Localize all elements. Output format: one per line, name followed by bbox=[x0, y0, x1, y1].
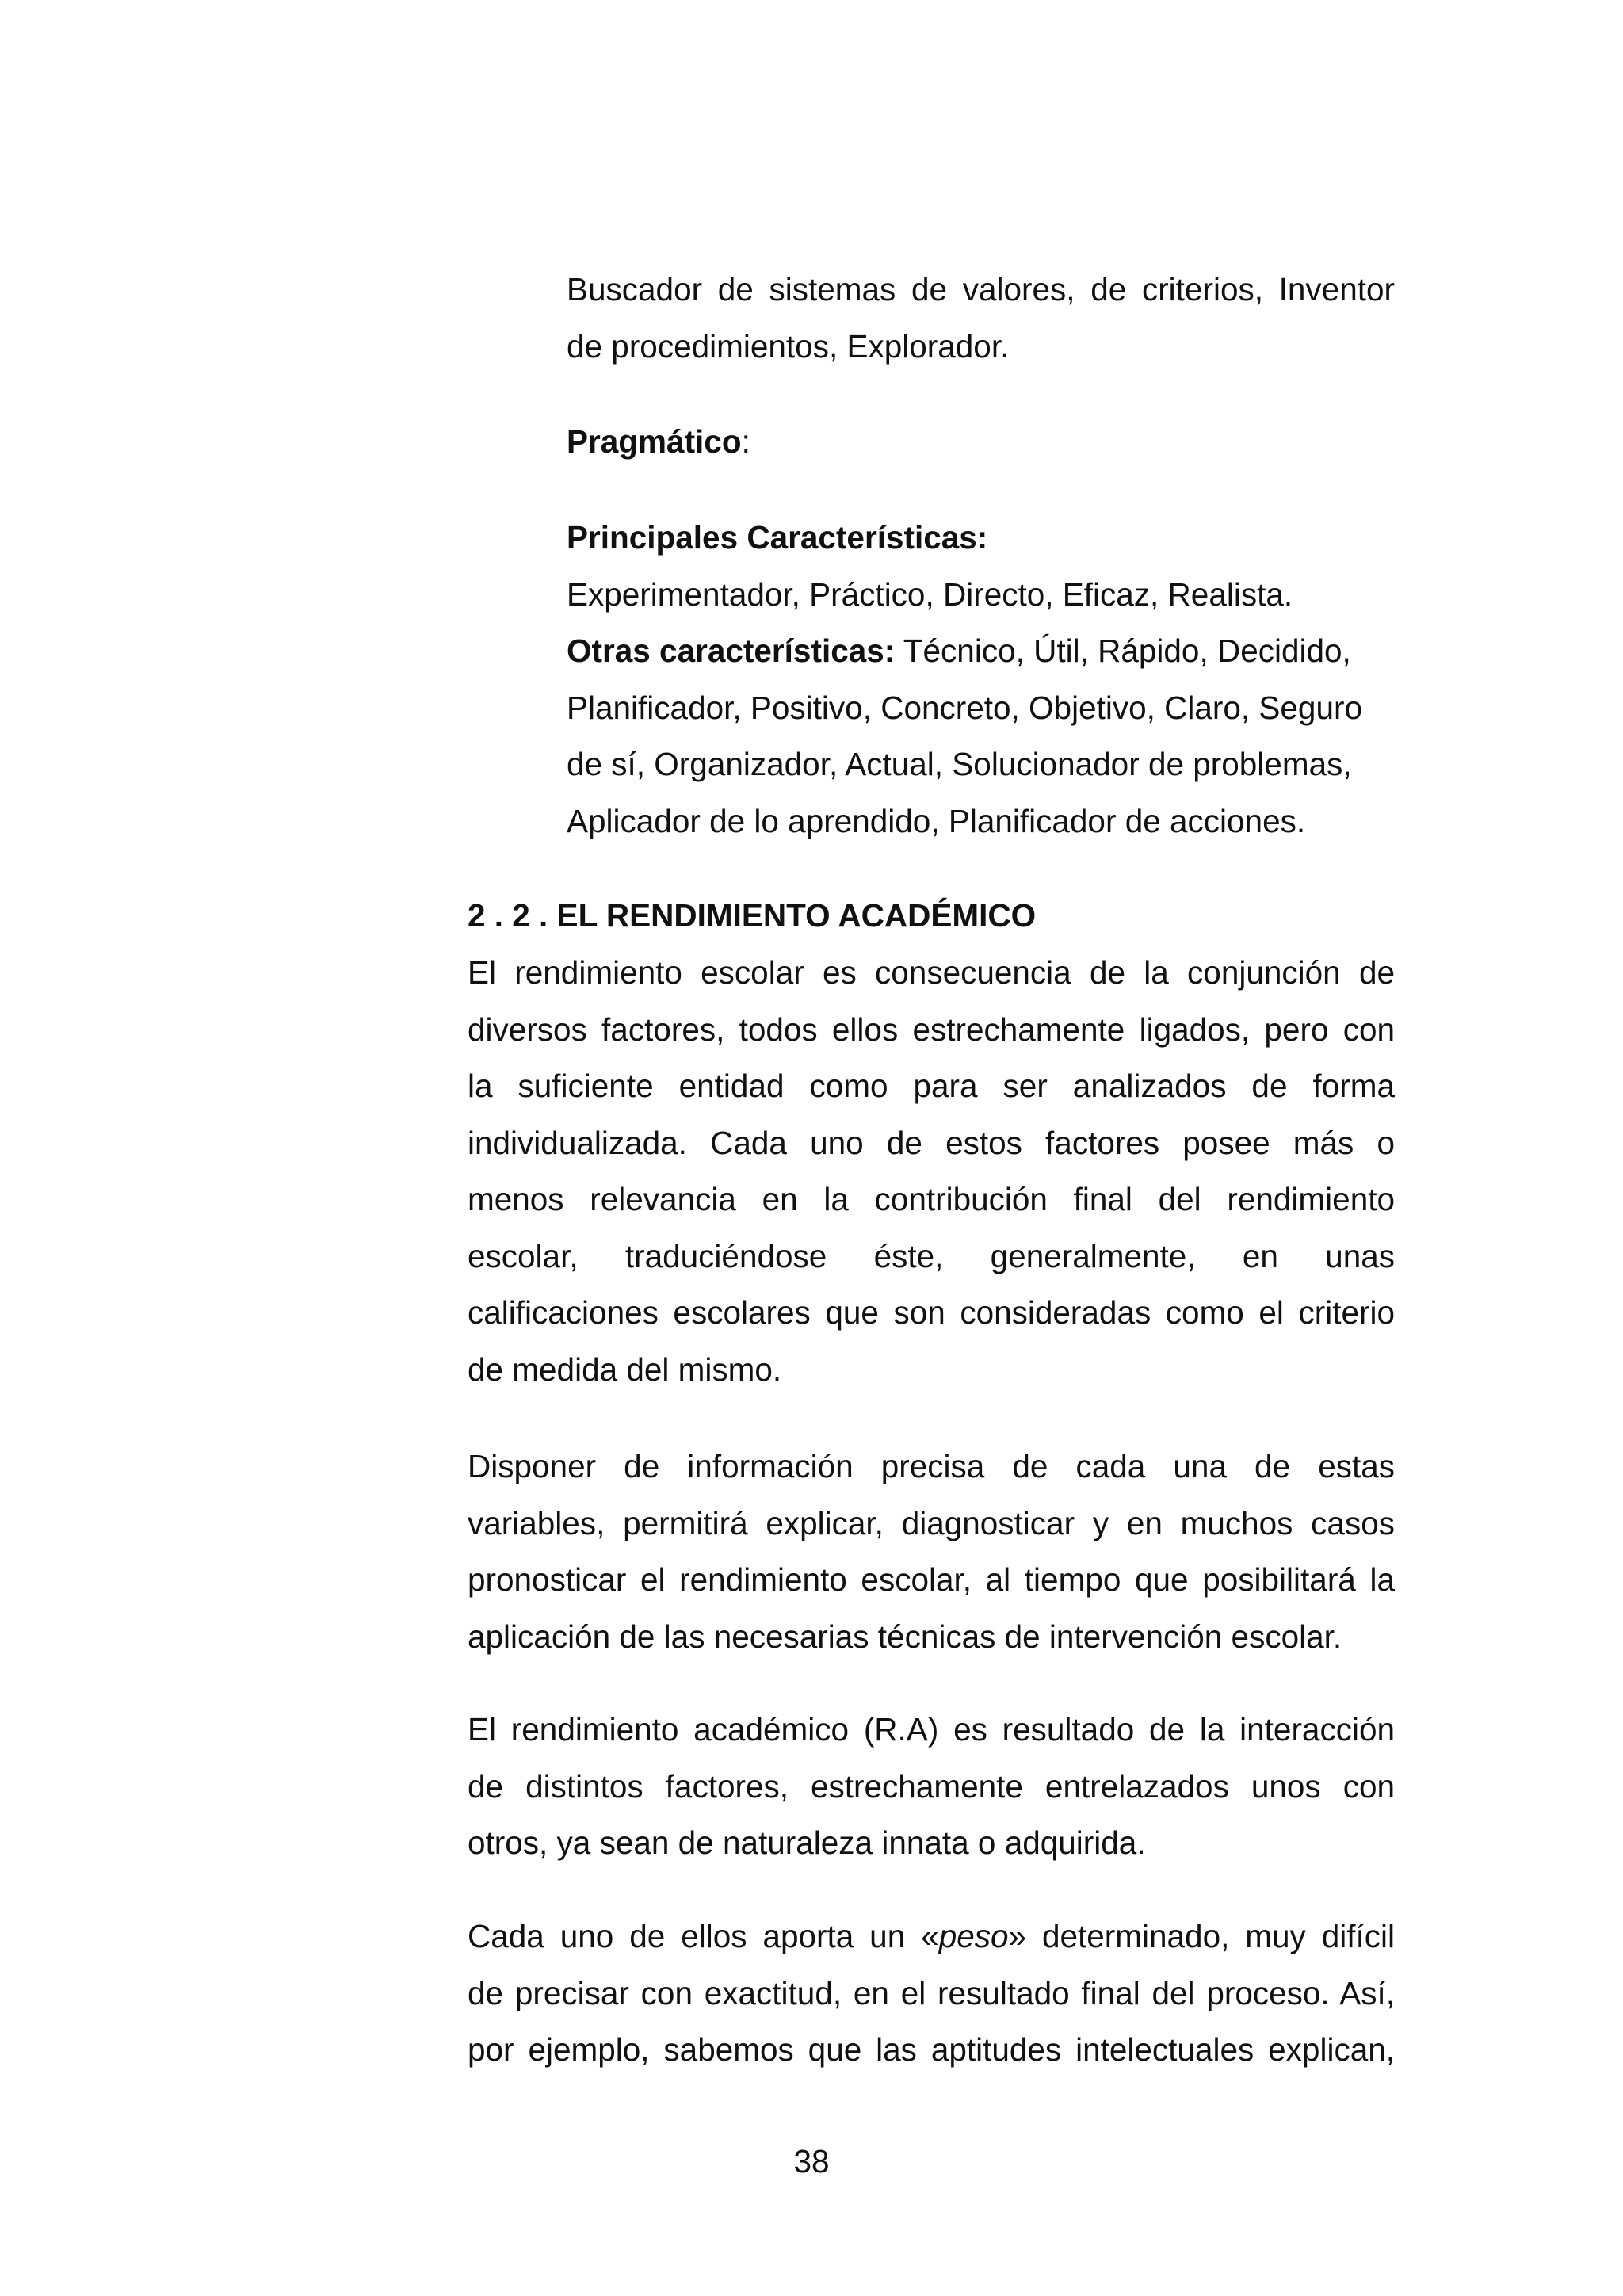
emphasis-peso: peso bbox=[938, 1918, 1009, 1954]
pragmatic-heading-colon: : bbox=[741, 423, 750, 460]
text-line bbox=[468, 1908, 1395, 1966]
text-line: menos relevancia en la contribución final del rendimiento bbox=[468, 1181, 1395, 1217]
text-line: Aplicador de lo aprendido, Planificador de acciones. bbox=[567, 802, 1306, 839]
text-line: Disponer de información precisa de cada una de estas bbox=[468, 1448, 1395, 1484]
other-characteristics-text: Técnico, Útil, Rápido, Decidido, bbox=[895, 632, 1351, 669]
characteristics-block bbox=[567, 510, 1395, 850]
text-line: la suficiente entidad como para ser analizados de forma bbox=[468, 1068, 1395, 1104]
text-line: aplicación de las necesarias técnicas de intervención escolar. bbox=[468, 1618, 1342, 1655]
text-line: Planificador, Positivo, Concreto, Objetivo, Claro, Seguro bbox=[567, 689, 1362, 726]
text-line: por ejemplo, sabemos que las aptitudes intelectuales explican, bbox=[468, 2031, 1395, 2068]
other-characteristics-line bbox=[567, 623, 1395, 680]
intro-text bbox=[567, 262, 1395, 375]
paragraph-4 bbox=[468, 1908, 1395, 2079]
text-segment: Cada uno de ellos aporta un « bbox=[468, 1918, 939, 1954]
other-characteristics-label: Otras características: bbox=[567, 632, 896, 669]
paragraph-2 bbox=[468, 1438, 1395, 1665]
pragmatic-heading-text: Pragmático bbox=[567, 423, 742, 460]
page-number: 38 bbox=[793, 2143, 830, 2179]
text-line: de precisar con exactitud, en el resultado final del proceso. Así, bbox=[468, 1974, 1395, 2011]
text-line: Buscador de sistemas de valores, de criterios, Inventor bbox=[567, 271, 1395, 308]
text-line: calificaciones escolares que son consideradas como el criterio bbox=[468, 1294, 1395, 1331]
text-line: individualizada. Cada uno de estos factores posee más o bbox=[468, 1124, 1395, 1161]
text-line: de medida del mismo. bbox=[468, 1350, 782, 1388]
text-line: otros, ya sean de naturaleza innata o adquirida. bbox=[468, 1824, 1146, 1861]
text-line: variables, permitirá explicar, diagnosticar y en muchos casos bbox=[468, 1504, 1395, 1541]
main-characteristics-label: Principales Características: bbox=[567, 519, 988, 556]
text-line: de sí, Organizador, Actual, Solucionador de problemas, bbox=[567, 746, 1352, 782]
text-line: El rendimiento académico (R.A) es resultado de la interacción bbox=[468, 1711, 1395, 1748]
text-segment: » determinado, muy difícil bbox=[1008, 1918, 1395, 1954]
text-line: diversos factores, todos ellos estrechamente ligados, pero con bbox=[468, 1010, 1395, 1048]
main-characteristics-text: Experimentador, Práctico, Directo, Eficaz, Realista. bbox=[567, 575, 1293, 613]
text-line: de procedimientos, Explorador. bbox=[567, 327, 1010, 365]
pragmatic-heading bbox=[567, 414, 1395, 471]
text-line: pronosticar el rendimiento escolar, al tiempo que posibilitará la bbox=[468, 1561, 1395, 1598]
paragraph-3 bbox=[468, 1702, 1395, 1872]
section-heading: 2 . 2 . EL RENDIMIENTO ACADÉMICO bbox=[468, 897, 1037, 934]
text-line: de distintos factores, estrechamente entrelazados unos con bbox=[468, 1767, 1395, 1805]
text-line: El rendimiento escolar es consecuencia de la conjunción de bbox=[468, 954, 1395, 991]
text-line: escolar, traduciéndose éste, generalmente, en unas bbox=[468, 1237, 1395, 1274]
paragraph-1 bbox=[468, 945, 1395, 1398]
